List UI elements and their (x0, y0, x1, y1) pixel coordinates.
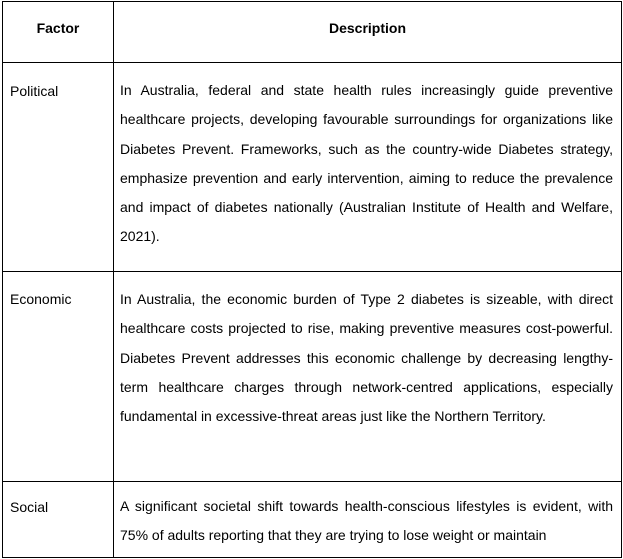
description-column-header: Description (114, 2, 622, 63)
table-header-row (3, 2, 622, 63)
description-cell: In Australia, federal and state health rules increasingly guide preventive healthcare projects, developing favourable surroundings for organizations like Diabetes Prevent. Frameworks, such as the country-wide Diabetes strategy, emphasize prevention and early intervention, aiming to reduce the prevalence and impact of diabetes nationally (Australian Institute of Health and Welfare, 2021). (114, 63, 622, 272)
factor-table (2, 1, 622, 558)
description-cell: A significant societal shift towards health-conscious lifestyles is evident, with 75% of adults reporting that they are trying to lose weight or maintain (114, 482, 622, 558)
table-row-political (3, 63, 622, 272)
factor-column-header: Factor (3, 2, 114, 63)
description-cell: In Australia, the economic burden of Type 2 diabetes is sizeable, with direct healthcare costs projected to rise, making preventive measures cost-powerful. Diabetes Prevent addresses this economic challenge by decreasing lengthy-term healthcare charges through network-centred applications, especially fundamental in excessive-threat areas just like the Northern Territory. (114, 272, 622, 482)
factor-cell: Social (3, 482, 114, 558)
factor-cell: Political (3, 63, 114, 272)
table-row-economic (3, 272, 622, 482)
table-row-social (3, 482, 622, 558)
factor-cell: Economic (3, 272, 114, 482)
